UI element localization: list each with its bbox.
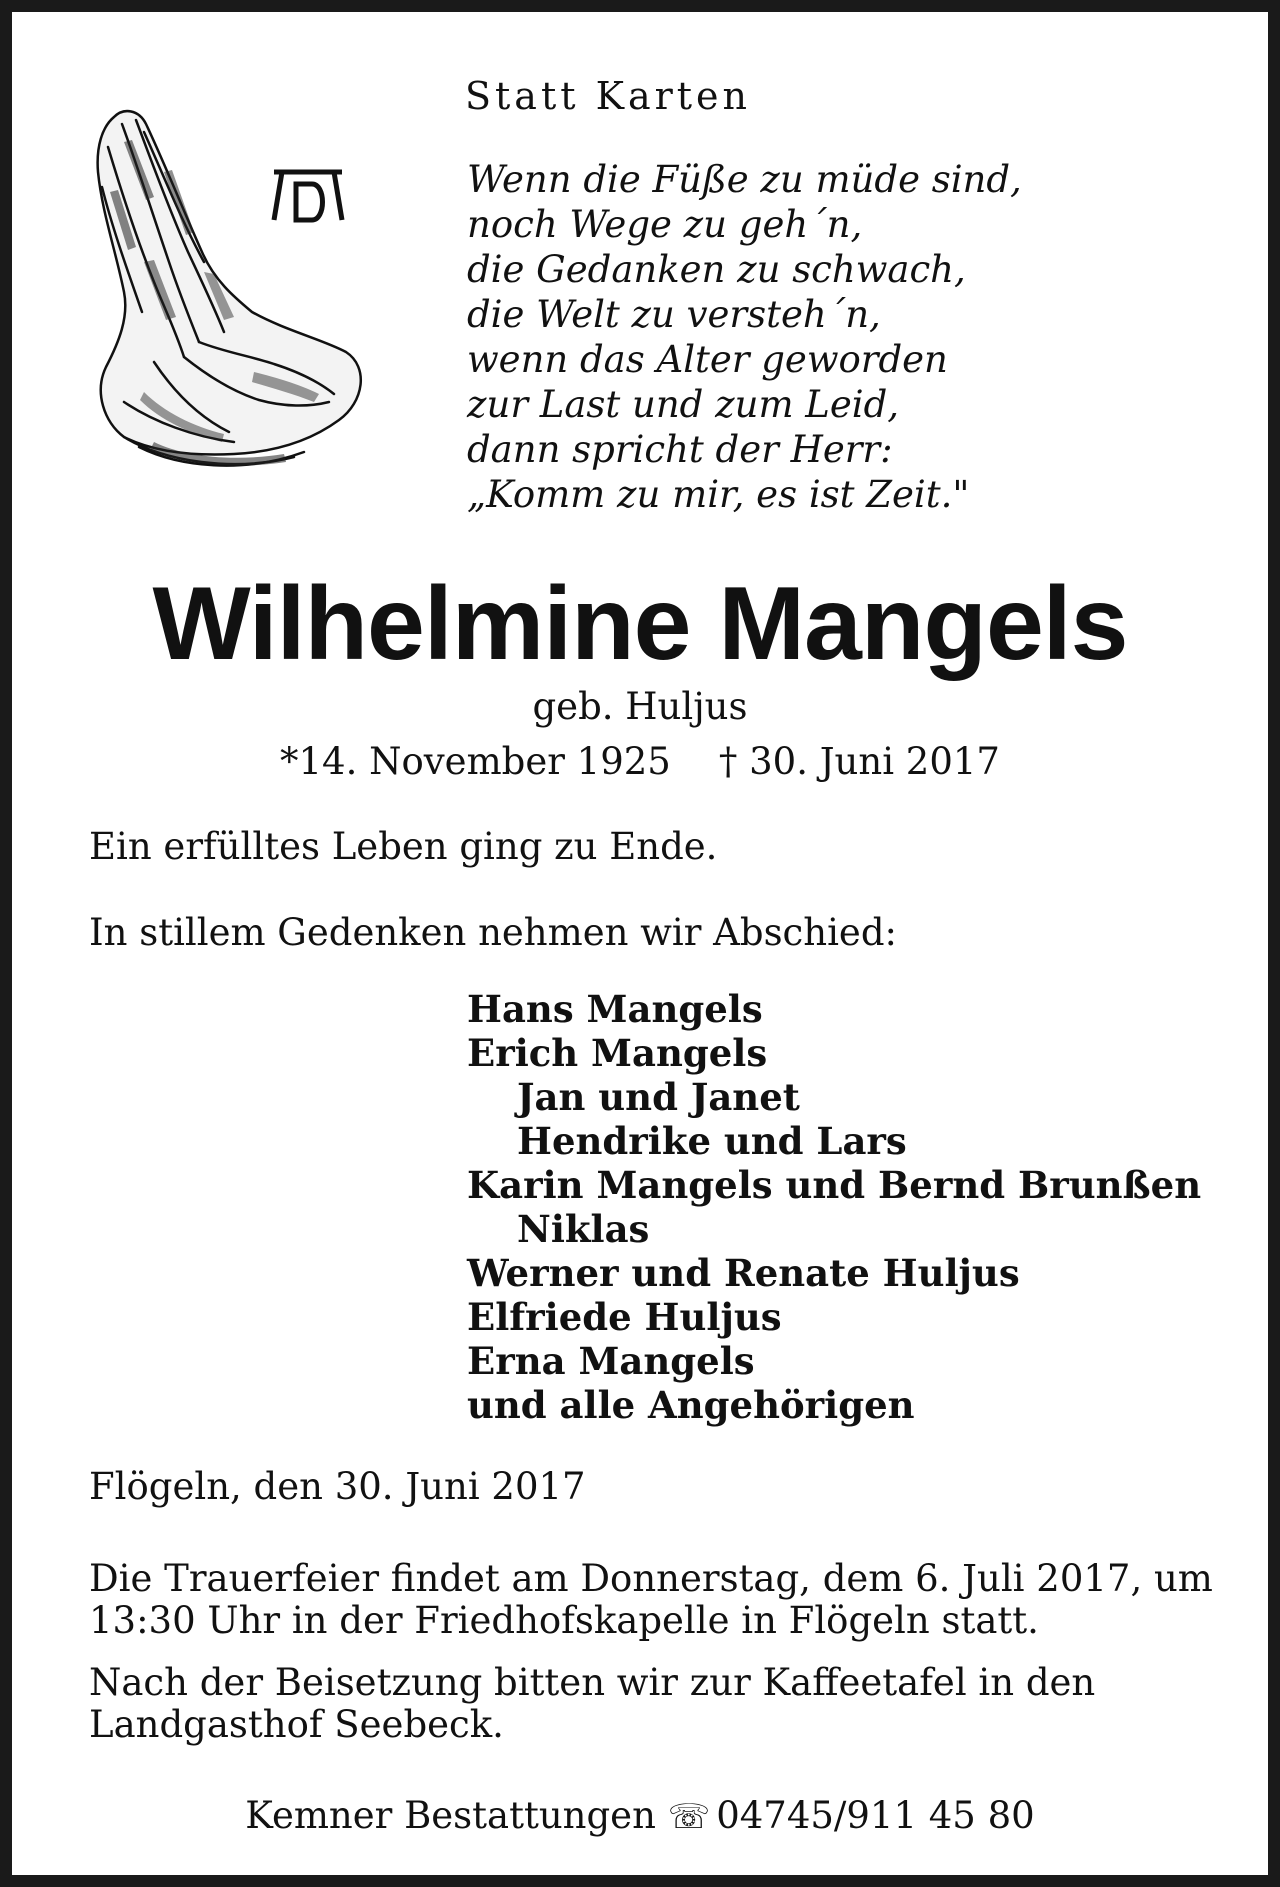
mourner-name: Erich Mangels [467,1031,768,1075]
poem-line: wenn das Alter geworden [467,338,948,381]
poem-line: noch Wege zu geh´n, [467,203,863,246]
service-info: Die Trauerfeier findet am Donnerstag, dem 6. Juli 2017, um 13:30 Uhr in der Friedhofskapelle in Flögeln statt. [89,1557,1213,1642]
header-label: Statt Karten [465,74,752,118]
funeral-home-name: Kemner Bestattungen [245,1794,656,1837]
mourner-name: Niklas [517,1207,650,1251]
praying-hands-illustration [84,102,374,482]
mourner-name: Hendrike und Lars [517,1119,907,1163]
mourner-name: Jan und Janet [517,1075,800,1119]
durer-monogram-icon [270,164,346,224]
funeral-home-contact [12,1793,1268,1840]
funeral-home-phone: 04745/911 45 80 [716,1794,1035,1837]
poem [467,157,1022,517]
farewell-line: In stillem Gedenken nehmen wir Abschied: [89,911,897,954]
birth-name: geb. Huljus [532,685,748,728]
mourner-name: Werner und Renate Huljus [467,1251,1020,1295]
poem-line: „Komm zu mir, es ist Zeit." [467,473,970,516]
poem-line: die Gedanken zu schwach, [467,248,966,291]
telephone-icon: ☏ [667,1797,711,1837]
poem-line: dann spricht der Herr: [467,428,893,471]
mourners-list [467,987,1201,1427]
reception-info: Nach der Beisetzung bitten wir zur Kaffeetafel in den Landgasthof Seebeck. [89,1661,1096,1746]
deceased-name: Wilhelmine Mangels [152,566,1128,682]
birth-date: *14. November 1925 [280,740,671,783]
poem-line: Wenn die Füße zu müde sind, [467,158,1022,201]
death-date: † 30. Juni 2017 [718,740,1000,783]
intro-line: Ein erfülltes Leben ging zu Ende. [89,825,718,868]
poem-line: die Welt zu versteh´n, [467,293,881,336]
life-dates [12,739,1268,785]
mourner-name: und alle Angehörigen [467,1383,915,1427]
place-date: Flögeln, den 30. Juni 2017 [89,1465,586,1508]
mourner-name: Karin Mangels und Bernd Brunßen [467,1163,1202,1207]
poem-line: zur Last und zum Leid, [467,383,900,426]
mourner-name: Erna Mangels [467,1339,755,1383]
mourner-name: Hans Mangels [467,987,763,1031]
mourner-name: Elfriede Huljus [467,1295,782,1339]
